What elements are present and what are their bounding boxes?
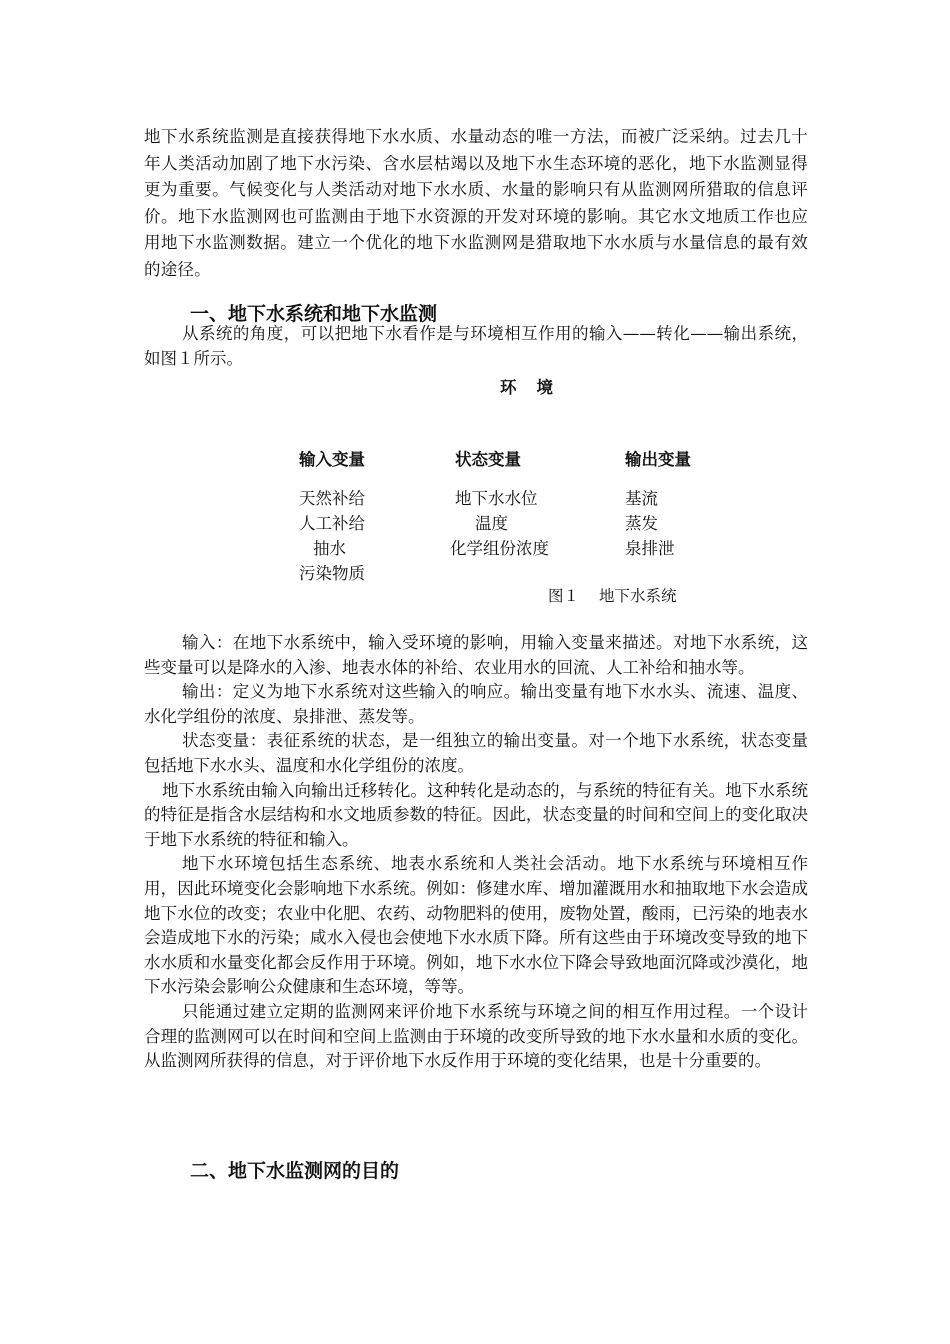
paragraph-environment: 地下水环境包括生态系统、地表水系统和人类社会活动。地下水系统与环境相互作用，因此环境变化会影响地下水系统。例如：修建水库、增加灌溉用水和抽取地下水会造成地下水位的改变；农业中化肥、农药、动物肥料的使用，废物处置，酸雨，已污染的地表水会造成地下水的污染；咸水入侵也会使地下水水质下降。所有这些由于环境改变导致的地下水水质和水量变化都会反作用于环境。例如，地下水水位下降会导致地面沉降或沙漠化，地下水污染会影响公众健康和生态环境，等等。 xyxy=(144,854,808,997)
input-variables-header: 输入变量 xyxy=(299,450,365,469)
figure-caption-text: 地下水系统 xyxy=(599,587,677,605)
intro-paragraph: 地下水系统监测是直接获得地下水水质、水量动态的唯一方法，而被广泛采纳。过去几十年人类活动加剧了地下水污染、含水层枯竭以及地下水生态环境的恶化，地下水监测显得更为重要。气候变化与人类活动对地下水水质、水量的影响只有从监测网所猎取的信息评价。地下水监测网也可监测由于地下水资源的开发对环境的影响。其它水文地质工作也应用地下水监测数据。建立一个优化的地下水监测网是猎取地下水水质与水量信息的最有效的途径。 xyxy=(144,127,808,279)
output-item: 蒸发 xyxy=(625,514,658,533)
state-variables-header: 状态变量 xyxy=(455,450,521,469)
figure-title-char-2: 境 xyxy=(536,378,553,397)
state-variables-list xyxy=(450,486,549,561)
input-item: 人工补给 xyxy=(299,514,365,533)
figure-caption xyxy=(548,584,677,606)
figure-title-char-1: 环 xyxy=(500,378,517,397)
section-2-heading: 二、地下水监测网的目的 xyxy=(190,1160,400,1182)
paragraph-output: 输出：定义为地下水系统对这些输入的响应。输出变量有地下水水头、流速、温度、水化学组份的浓度、泉排泄、蒸发等。 xyxy=(144,682,808,726)
state-item: 温度 xyxy=(475,514,508,533)
body-text xyxy=(144,631,808,1074)
figure-output-column xyxy=(625,448,691,561)
paragraph-monitoring: 只能通过建立定期的监测网来评价地下水系统与环境之间的相互作用过程。一个设计合理的监测网可以在时间和空间上监测由于环境的改变所导致的地下水水量和水质的变化。从监测网所获得的信息，对于评价地下水反作用于环境的变化结果，也是十分重要的。 xyxy=(144,1001,808,1071)
figure-input-column xyxy=(299,448,365,586)
output-variables-list xyxy=(625,486,691,561)
paragraph-state: 状态变量：表征系统的状态，是一组独立的输出变量。对一个地下水系统，状态变量包括地下水水头、温度和水化学组份的浓度。 xyxy=(144,731,808,775)
figure-title xyxy=(500,374,553,398)
paragraph-input: 输入：在地下水系统中，输入受环境的影响，用输入变量来描述。对地下水系统，这些变量可以是降水的入渗、地表水体的补给、农业用水的回流、人工补给和抽水等。 xyxy=(144,633,808,677)
state-item: 地下水水位 xyxy=(455,489,538,508)
output-item: 基流 xyxy=(625,489,658,508)
input-variables-list xyxy=(299,486,365,586)
figure-caption-number: 图１ xyxy=(548,587,580,605)
figure-state-column xyxy=(450,448,549,561)
input-item: 抽水 xyxy=(313,539,346,558)
output-item: 泉排泄 xyxy=(625,539,675,558)
output-variables-header: 输出变量 xyxy=(625,450,691,469)
section-1-heading: 一、地下水系统和地下水监测 xyxy=(190,303,438,325)
state-item: 化学组份浓度 xyxy=(450,539,549,558)
paragraph-transformation: 地下水系统由输入向输出迁移转化。这种转化是动态的，与系统的特征有关。地下水系统的特征是指含水层结构和水文地质参数的特征。因此，状态变量的时间和空间上的变化取决于地下水系统的特征和输入。 xyxy=(144,780,808,849)
input-item: 天然补给 xyxy=(299,489,365,508)
section-1-intro: 从系统的角度，可以把地下水看作是与环境相互作用的输入——转化——输出系统，如图１所示。 xyxy=(144,324,808,368)
input-item: 污染物质 xyxy=(299,564,365,583)
